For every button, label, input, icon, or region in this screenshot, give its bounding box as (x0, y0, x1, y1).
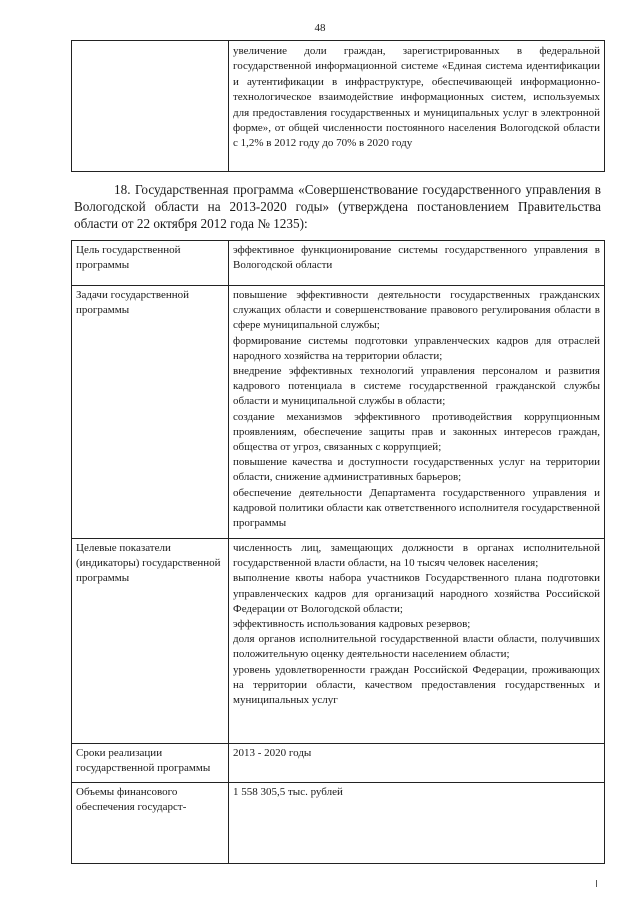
table-row (72, 41, 605, 172)
list-item: выполнение квоты набора участников Государственного плана подготовки управленческих кадров для организаций народного хозяйства Российской Федерации от Вологодской области; (233, 572, 600, 615)
period-label: Сроки реализации государственной программы (72, 744, 229, 783)
list-item: формирование системы подготовки управленческих кадров для отраслей народного хозяйства на территории области; (233, 334, 600, 362)
list-item: эффективность использования кадровых резервов; (233, 618, 471, 631)
page-number: 48 (314, 22, 326, 34)
list-item: обеспечение деятельности Департамента государственного управления и кадровой политики области как ответственного исполнителя государственной программы (233, 486, 600, 530)
list-item: внедрение эффективных технологий управления персоналом и развития кадрового потенциала в системе государственной гражданской службы области и муниципальной службы в области; (233, 365, 600, 408)
scan-mark (596, 880, 597, 887)
program-passport-table (71, 240, 605, 864)
empty-cell (72, 41, 229, 172)
table-row (72, 539, 605, 744)
list-item: повышение качества и доступности государственных услуг на территории области, снижение административных барьеров; (233, 456, 600, 484)
indicator-text: увеличение доли граждан, зарегистрированных в федеральной государственной информационной системе «Единая система идентификации и аутентификации в инфраструктуре, обеспечивающей информационно-технологическое взаимодействие информационных систем, используемых для предоставления государственных и муниципальных услуг в электронной форме», от общей численности постоянного населения Вологодской области с 1,2% в 2012 году до 70% в 2020 году (229, 41, 605, 172)
tasks-list (229, 286, 605, 539)
section-heading: 18. Государственная программа «Совершенствование государственного управления в Вологодской области на 2013-2020 годы» (утверждена постановлением Правительства области от 22 октября 2012 года № 1235): (74, 182, 601, 232)
period-value: 2013 - 2020 годы (229, 744, 605, 783)
goal-value: эффективное функционирование системы государственного управления в Вологодской области (229, 241, 605, 286)
finance-value: 1 558 305,5 тыс. рублей (229, 783, 605, 864)
list-item: создание механизмов эффективного противодействия коррупционным проявлениям, обеспечение защиты прав и законных интересов граждан, общества от угроз, связанных с коррупцией; (233, 410, 600, 454)
list-item: доля органов исполнительной государственной власти области, получивших положительную оценку деятельности населением области; (233, 633, 600, 661)
targets-label: Целевые показатели (индикаторы) государственной программы (72, 539, 229, 744)
tasks-label: Задачи государственной программы (72, 286, 229, 539)
list-item: уровень удовлетворенности граждан Российской Федерации, проживающих на территории области, качеством предоставления государственных и муниципальных услуг (233, 663, 600, 707)
continuation-table (71, 40, 605, 172)
table-row (72, 744, 605, 783)
table-row (72, 241, 605, 286)
targets-list (229, 539, 605, 744)
finance-label: Объемы финансового обеспечения государст- (72, 783, 229, 864)
table-row (72, 286, 605, 539)
list-item: численность лиц, замещающих должности в органах исполнительной государственной власти области, на 10 тысяч человек населения; (233, 542, 600, 570)
table-row (72, 783, 605, 864)
goal-label: Цель государственной программы (72, 241, 229, 286)
list-item: повышение эффективности деятельности государственных гражданских служащих области и совершенствование правового регулирования области в сфере муниципальной службы; (233, 289, 600, 332)
